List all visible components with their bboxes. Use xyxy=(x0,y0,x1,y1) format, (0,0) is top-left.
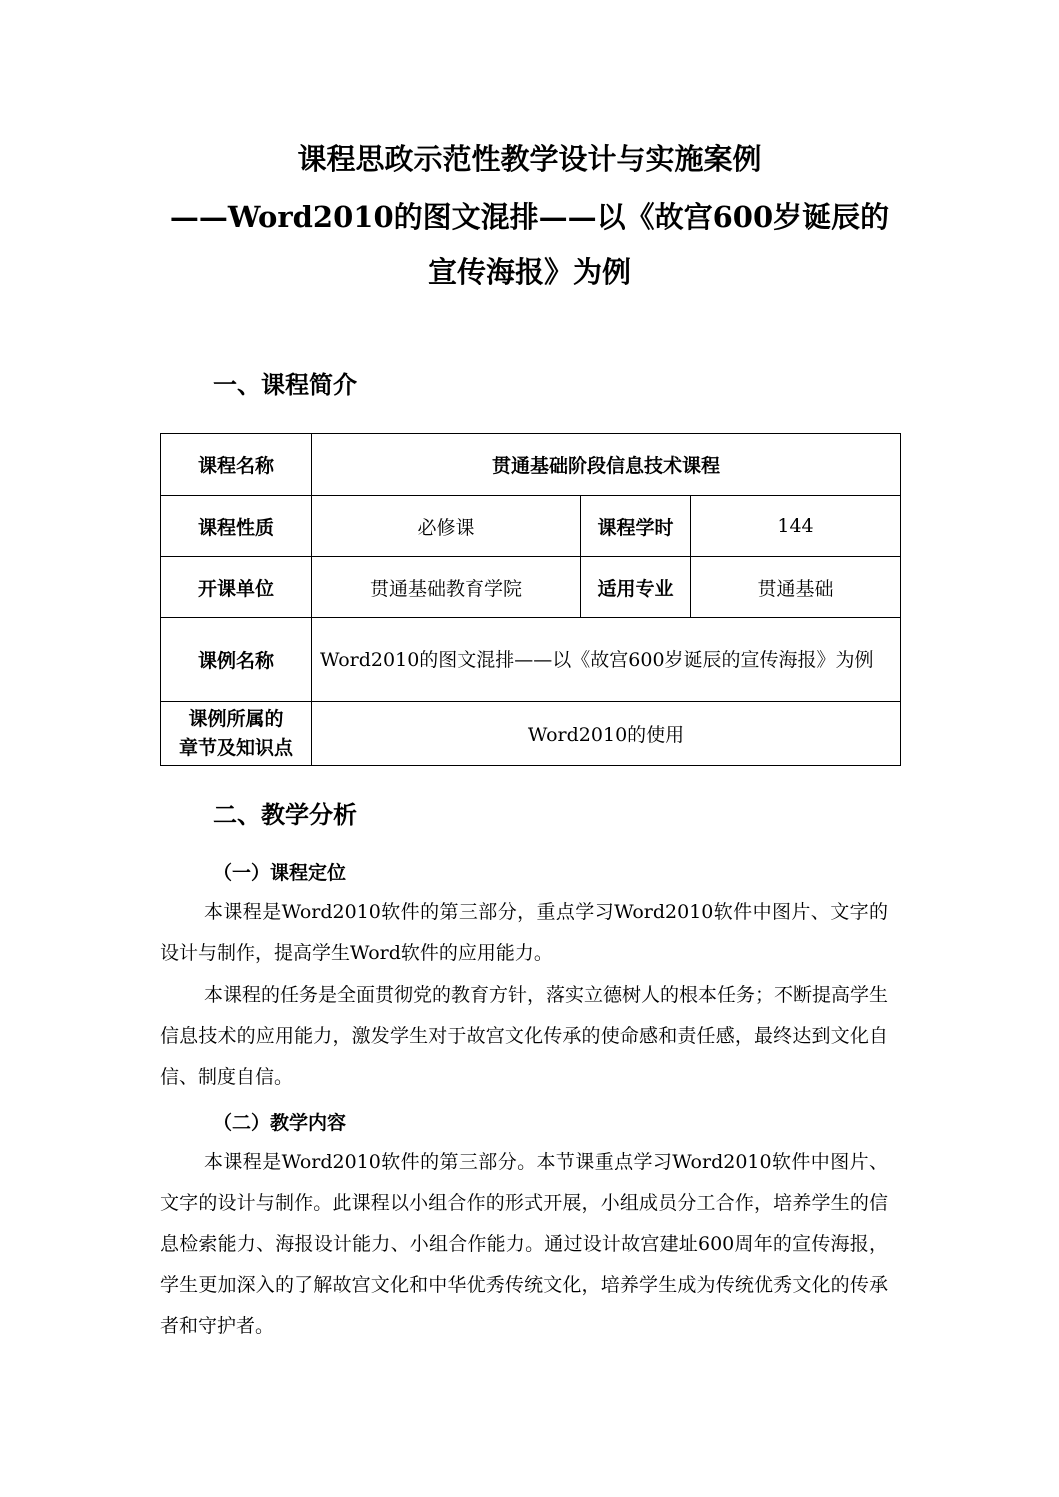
subheading-teaching-content: （二）教学内容 xyxy=(213,1112,347,1134)
section-heading-course-intro: 一、课程简介 xyxy=(213,370,357,399)
course-major-value: 贯通基础 xyxy=(691,557,901,618)
chapter-label-line-1: 课例所属的 xyxy=(188,707,284,730)
course-name-label: 课程名称 xyxy=(161,434,312,496)
course-unit-label: 开课单位 xyxy=(161,557,312,618)
table-row xyxy=(161,496,901,557)
table-row xyxy=(161,434,901,496)
paragraph-positioning-2: 本课程的任务是全面贯彻党的教育方针，落实立德树人的根本任务；不断提高学生信息技术的应用能力，激发学生对于故宫文化传承的使命感和责任感，最终达到文化自信、制度自信。 xyxy=(160,984,889,1088)
chapter-label-line-2: 章节及知识点 xyxy=(178,736,293,759)
section-heading-teaching-analysis: 二、教学分析 xyxy=(213,800,357,829)
document-title-line-3: 宣传海报》为例 xyxy=(427,255,631,289)
case-name-value: Word2010的图文混排——以《故宫600岁诞辰的宣传海报》为例 xyxy=(312,618,901,702)
paragraph-positioning-1: 本课程是Word2010软件的第三部分，重点学习Word2010软件中图片、文字的设计与制作，提高学生Word软件的应用能力。 xyxy=(160,901,888,964)
document-title-line-2: ——Word2010的图文混排——以《故宫600岁诞辰的 xyxy=(169,200,890,234)
table-row xyxy=(161,618,901,702)
subheading-course-positioning: （一）课程定位 xyxy=(213,862,347,884)
course-info-table xyxy=(160,433,901,766)
paragraph-teaching-content: 本课程是Word2010软件的第三部分。本节课重点学习Word2010软件中图片、文字的设计与制作。此课程以小组合作的形式开展，小组成员分工合作，培养学生的信息检索能力、海报设计能力、小组合作能力。通过设计故宫建址600周年的宣传海报，学生更加深入的了解故宫文化和中华优秀传统文化，培养学生成为传统优秀文化的传承者和守护者。 xyxy=(160,1151,888,1337)
table-row xyxy=(161,557,901,618)
document-title-line-1: 课程思政示范性教学设计与实施案例 xyxy=(297,142,762,176)
course-name-value: 贯通基础阶段信息技术课程 xyxy=(312,434,901,496)
table-row xyxy=(161,702,901,766)
chapter-label xyxy=(161,702,312,766)
course-unit-value: 贯通基础教育学院 xyxy=(312,557,581,618)
course-nature-value: 必修课 xyxy=(312,496,581,557)
case-name-label: 课例名称 xyxy=(161,618,312,702)
chapter-value: Word2010的使用 xyxy=(312,702,901,766)
course-major-label: 适用专业 xyxy=(581,557,691,618)
course-hours-value: 144 xyxy=(691,496,901,557)
course-hours-label: 课程学时 xyxy=(581,496,691,557)
course-nature-label: 课程性质 xyxy=(161,496,312,557)
